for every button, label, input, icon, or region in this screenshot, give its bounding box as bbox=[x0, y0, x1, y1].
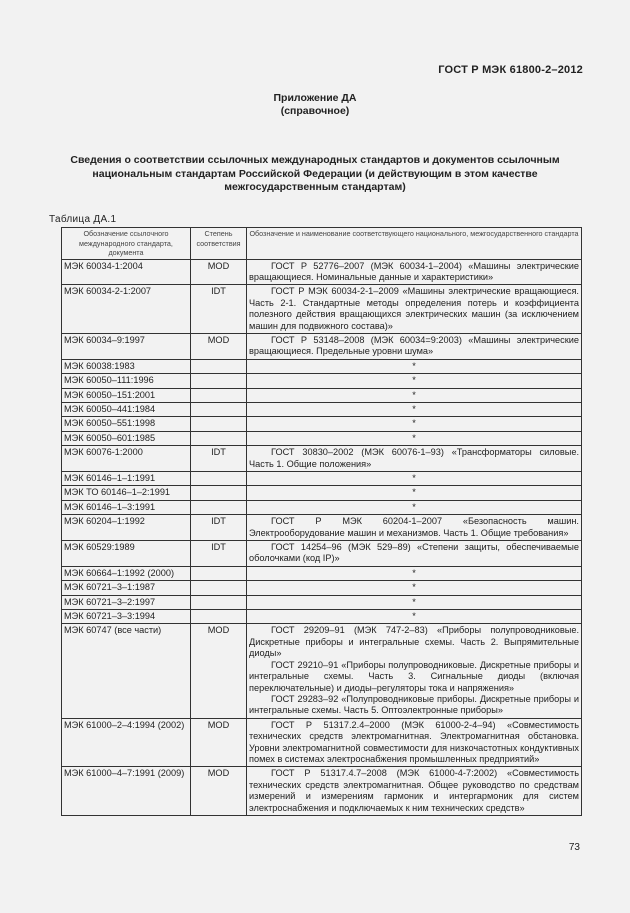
standard-text: ГОСТ Р МЭК 60034-2-1–2009 «Машины электрические вращающиеся. Часть 2-1. Стандартные методы определения потерь и коэффициента полезного действия вращающихся электрических машин (за исключением машин для подвижного состава)» bbox=[249, 286, 579, 331]
degree-cell bbox=[191, 610, 247, 624]
reference-cell: МЭК 60204–1:1992 bbox=[62, 515, 191, 541]
standard-text: ГОСТ 14254–96 (МЭК 529–89) «Степени защиты, обеспечиваемые оболочками (код IP)» bbox=[249, 542, 579, 564]
degree-cell bbox=[191, 374, 247, 388]
degree-cell: MOD bbox=[191, 718, 247, 767]
reference-cell: МЭК 60050–601:1985 bbox=[62, 431, 191, 445]
degree-cell bbox=[191, 595, 247, 609]
national-standard-cell bbox=[247, 285, 582, 334]
reference-cell: МЭК 60146–1–1:1991 bbox=[62, 472, 191, 486]
correspondence-table bbox=[61, 227, 582, 816]
table-row bbox=[62, 431, 582, 445]
national-standard-cell bbox=[247, 388, 582, 402]
standard-text: * bbox=[412, 567, 416, 578]
table-row bbox=[62, 333, 582, 359]
reference-cell: МЭК 60076-1:2000 bbox=[62, 446, 191, 472]
degree-cell bbox=[191, 359, 247, 373]
table-row bbox=[62, 285, 582, 334]
national-standard-cell bbox=[247, 566, 582, 580]
appendix-subtitle: (справочное) bbox=[280, 105, 350, 117]
standard-text: ГОСТ 29210–91 «Приборы полупроводниковые. Дискретные приборы и интегральные схемы. Часть 3. Сигнальные диоды (включая переключательные) и диоды–регуляторы тока и напряжения» bbox=[249, 659, 579, 693]
reference-cell: МЭК 60050–441:1984 bbox=[62, 402, 191, 416]
standard-text: * bbox=[412, 389, 416, 400]
reference-cell: МЭК 60034-1:2004 bbox=[62, 259, 191, 285]
degree-cell: MOD bbox=[191, 624, 247, 718]
standard-text: * bbox=[412, 501, 416, 512]
standard-text: * bbox=[412, 360, 416, 371]
reference-cell: МЭК 60034-2-1:2007 bbox=[62, 285, 191, 334]
standard-text: * bbox=[412, 375, 416, 386]
table-row bbox=[62, 767, 582, 816]
reference-cell: МЭК 61000–4–7:1991 (2009) bbox=[62, 767, 191, 816]
degree-cell: IDT bbox=[191, 515, 247, 541]
national-standard-cell bbox=[247, 359, 582, 373]
standard-text: ГОСТ Р 51317.2.4–2000 (МЭК 61000-2-4–94) «Совместимость технических средств электромагнитная. Электромагнитная обстановка. Уровни электромагнитной совместимости для низкочастотных кондуктивных помех в системах электроснабжения промышленных предприятий» bbox=[249, 719, 579, 764]
national-standard-cell bbox=[247, 624, 582, 718]
reference-cell: МЭК 61000–2–4:1994 (2002) bbox=[62, 718, 191, 767]
document-code: ГОСТ Р МЭК 61800-2–2012 bbox=[438, 64, 583, 76]
reference-cell: МЭК 60146–1–3:1991 bbox=[62, 500, 191, 514]
appendix-heading bbox=[0, 92, 630, 118]
standard-text: * bbox=[412, 487, 416, 498]
reference-cell: МЭК 60529:1989 bbox=[62, 541, 191, 567]
header-reference: Обозначение ссылочного международного стандарта, документа bbox=[62, 228, 191, 260]
degree-cell bbox=[191, 402, 247, 416]
table-row bbox=[62, 581, 582, 595]
national-standard-cell bbox=[247, 417, 582, 431]
degree-cell bbox=[191, 431, 247, 445]
national-standard-cell bbox=[247, 595, 582, 609]
degree-cell bbox=[191, 417, 247, 431]
table-row bbox=[62, 374, 582, 388]
national-standard-cell bbox=[247, 259, 582, 285]
header-degree: Степень соответствия bbox=[191, 228, 247, 260]
national-standard-cell bbox=[247, 500, 582, 514]
national-standard-cell bbox=[247, 541, 582, 567]
degree-cell bbox=[191, 472, 247, 486]
table-row bbox=[62, 624, 582, 718]
table-row bbox=[62, 566, 582, 580]
table-row bbox=[62, 259, 582, 285]
table-row bbox=[62, 500, 582, 514]
standard-text: * bbox=[412, 473, 416, 483]
reference-cell: МЭК ТО 60146–1–2:1991 bbox=[62, 486, 191, 500]
degree-cell: MOD bbox=[191, 259, 247, 285]
degree-cell: IDT bbox=[191, 541, 247, 567]
degree-cell bbox=[191, 566, 247, 580]
national-standard-cell bbox=[247, 446, 582, 472]
national-standard-cell bbox=[247, 472, 582, 486]
reference-cell: МЭК 60747 (все части) bbox=[62, 624, 191, 718]
reference-cell: МЭК 60050–551:1998 bbox=[62, 417, 191, 431]
reference-cell: МЭК 60664–1:1992 (2000) bbox=[62, 566, 191, 580]
table-row bbox=[62, 472, 582, 486]
standard-text: * bbox=[412, 418, 416, 429]
standard-text: * bbox=[412, 432, 416, 443]
standard-text: * bbox=[412, 611, 416, 622]
national-standard-cell bbox=[247, 610, 582, 624]
degree-cell bbox=[191, 500, 247, 514]
page-number: 73 bbox=[568, 842, 580, 853]
table-row bbox=[62, 718, 582, 767]
reference-cell: МЭК 60721–3–3:1994 bbox=[62, 610, 191, 624]
national-standard-cell bbox=[247, 402, 582, 416]
table-caption: Таблица ДА.1 bbox=[49, 214, 117, 225]
standard-text: * bbox=[412, 596, 416, 607]
national-standard-cell bbox=[247, 486, 582, 500]
reference-cell: МЭК 60034–9:1997 bbox=[62, 333, 191, 359]
degree-cell: MOD bbox=[191, 767, 247, 816]
degree-cell: IDT bbox=[191, 446, 247, 472]
degree-cell bbox=[191, 388, 247, 402]
standard-text: ГОСТ Р 51317.4.7–2008 (МЭК 61000-4-7:2002) «Совместимость технических средств электромагнитная. Общее руководство по средствам измерений и измерениям гармоник и интергармоник для систем электроснабжения и подключаемых к ним технических средств» bbox=[249, 768, 579, 813]
table-header-row bbox=[62, 228, 582, 260]
reference-cell: МЭК 60038:1983 bbox=[62, 359, 191, 373]
standard-text: ГОСТ 29283–92 «Полупроводниковые приборы. Дискретные приборы и интегральные схемы. Часть 5. Оптоэлектронные приборы» bbox=[249, 693, 579, 716]
reference-cell: МЭК 60050–111:1996 bbox=[62, 374, 191, 388]
standard-text: * bbox=[412, 403, 416, 414]
standard-text: ГОСТ 29209–91 (МЭК 747-2–83) «Приборы полупроводниковые. Дискретные приборы и интегральные схемы. Часть 2. Выпрямительные диоды» bbox=[249, 625, 579, 659]
standard-text: ГОСТ 30830–2002 (МЭК 60076-1–93) «Трансформаторы силовые. Часть 1. Общие положения» bbox=[249, 447, 579, 469]
table-row bbox=[62, 541, 582, 567]
table-row bbox=[62, 446, 582, 472]
national-standard-cell bbox=[247, 718, 582, 767]
degree-cell: IDT bbox=[191, 285, 247, 334]
national-standard-cell bbox=[247, 374, 582, 388]
table-row bbox=[62, 417, 582, 431]
degree-cell bbox=[191, 486, 247, 500]
table-row bbox=[62, 486, 582, 500]
reference-cell: МЭК 60721–3–1:1987 bbox=[62, 581, 191, 595]
table-row bbox=[62, 359, 582, 373]
table-row bbox=[62, 595, 582, 609]
standard-text: ГОСТ Р МЭК 60204-1–2007 «Безопасность машин. Электрооборудование машин и механизмов. Часть 1. Общие требования» bbox=[249, 516, 579, 538]
reference-cell: МЭК 60721–3–2:1997 bbox=[62, 595, 191, 609]
national-standard-cell bbox=[247, 767, 582, 816]
table-row bbox=[62, 515, 582, 541]
degree-cell bbox=[191, 581, 247, 595]
national-standard-cell bbox=[247, 333, 582, 359]
table-row bbox=[62, 402, 582, 416]
header-national-standard: Обозначение и наименование соответствующего национального, межгосударственного стандарта bbox=[247, 228, 582, 260]
national-standard-cell bbox=[247, 431, 582, 445]
national-standard-cell bbox=[247, 515, 582, 541]
main-title: Сведения о соответствии ссылочных международных стандартов и документов ссылочным национальным стандартам Российской Федерации (и действующим в этом качестве межгосударственным стандартам) bbox=[70, 154, 560, 193]
appendix-title: Приложение ДА bbox=[273, 92, 357, 104]
degree-cell: MOD bbox=[191, 333, 247, 359]
standard-text: ГОСТ Р 53148–2008 (МЭК 60034=9:2003) «Машины электрические вращающиеся. Предельные уровни шума» bbox=[249, 334, 579, 357]
standard-text: ГОСТ Р 52776–2007 (МЭК 60034-1–2004) «Машины электрические вращающиеся. Номинальные данные и характеристики» bbox=[249, 260, 579, 282]
table-row bbox=[62, 610, 582, 624]
reference-cell: МЭК 60050–151:2001 bbox=[62, 388, 191, 402]
national-standard-cell bbox=[247, 581, 582, 595]
standard-text: * bbox=[412, 582, 416, 593]
table-row bbox=[62, 388, 582, 402]
